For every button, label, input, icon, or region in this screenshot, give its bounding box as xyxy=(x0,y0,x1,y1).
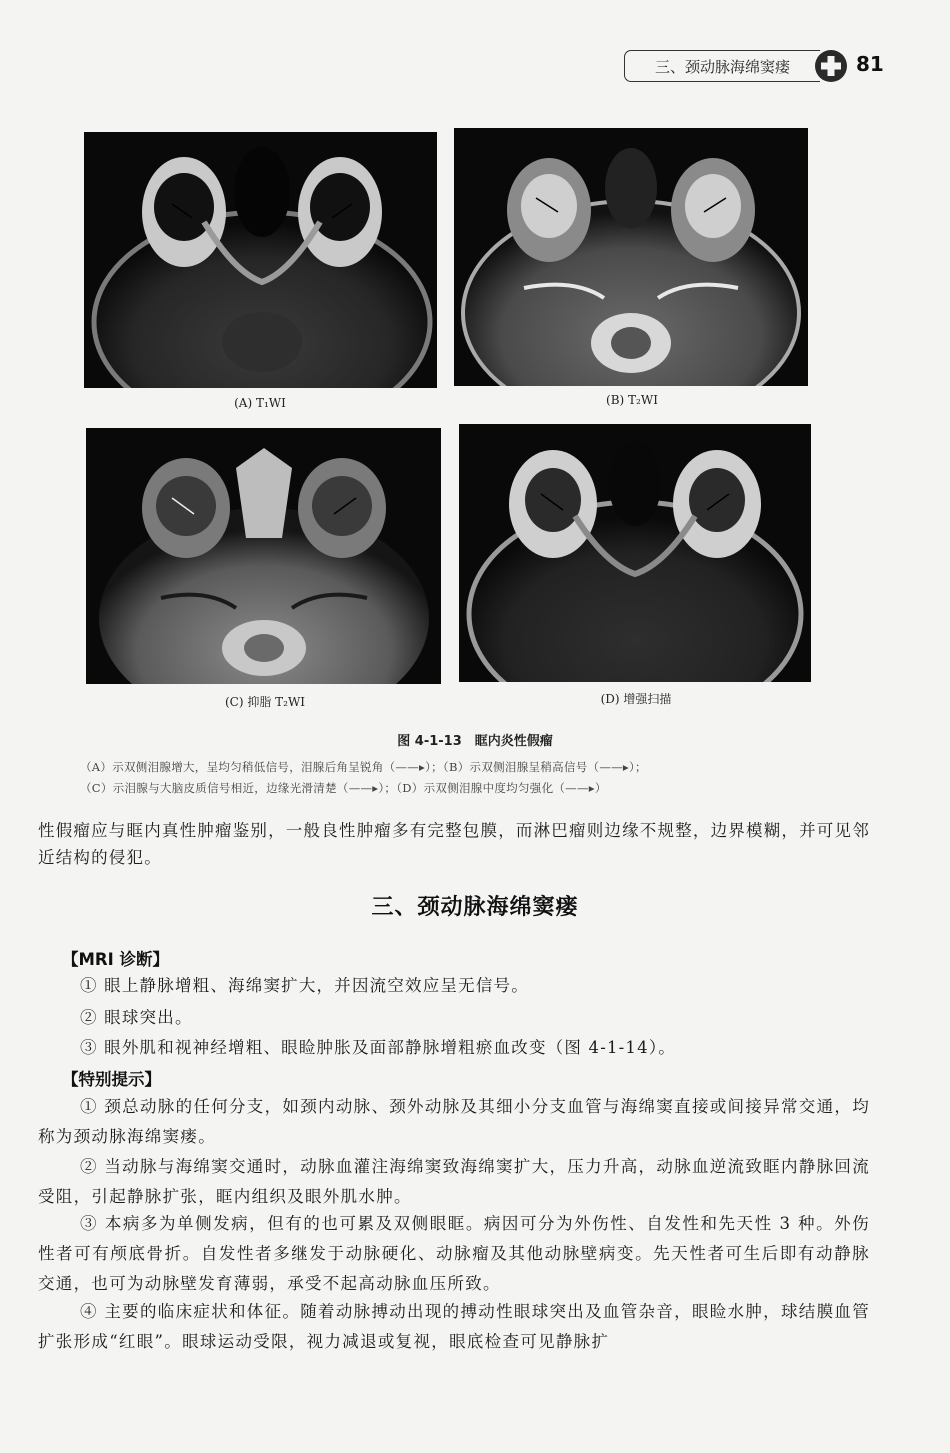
mri-diagnosis-heading: 【MRI 诊断】 xyxy=(62,950,170,969)
figure-note: （C）示泪腺与大脑皮质信号相近，边缘光滑清楚（——▸）；（D）示双侧泪腺中度均匀强化（——▸） xyxy=(80,781,607,795)
page-number: 81 xyxy=(856,52,884,76)
section-heading: 三、颈动脉海绵窦瘘 xyxy=(371,894,579,920)
panel-d-caption: (D) 增强扫描 xyxy=(600,692,672,706)
mri-item: ③ 眼外肌和视神经增粗、眼睑肿胀及面部静脉增粗瘀血改变（图 4-1-14）。 xyxy=(80,1038,676,1057)
mri-image-t1wi xyxy=(84,132,437,388)
tip-paragraph: ② 当动脉与海绵窦交通时，动脉血灌注海绵窦致海绵窦扩大，压力升高，动脉血逆流致眶内静脉回流受阻，引起静脉扩张，眶内组织及眼外肌水肿。 xyxy=(38,1157,870,1206)
running-header-title: 三、颈动脉海绵窦瘘 xyxy=(654,57,790,76)
panel-c-caption: (C) 抑脂 T₂WI xyxy=(224,695,306,709)
tip-paragraph: ④ 主要的临床症状和体征。随着动脉搏动出现的搏动性眼球突出及血管杂音，眼睑水肿，球结膜血管扩张形成“红眼”。眼球运动受限，视力减退或复视，眼底检查可见静脉扩 xyxy=(38,1302,870,1351)
mri-image-contrast-enhanced xyxy=(459,424,811,682)
running-header xyxy=(624,50,820,82)
mri-item: ② 眼球突出。 xyxy=(80,1008,193,1027)
medical-cross-icon xyxy=(814,49,848,83)
special-tips-heading: 【特别提示】 xyxy=(62,1070,161,1089)
panel-b-caption: (B) T₂WI xyxy=(606,393,658,407)
figure-note: （A）示双侧泪腺增大，呈均匀稍低信号，泪腺后角呈锐角（——▸）；（B）示双侧泪腺呈稍高信号（——▸）； xyxy=(80,760,647,774)
mri-image-fat-suppressed-t2wi xyxy=(86,428,441,684)
panel-a-caption: (A) T₁WI xyxy=(234,396,286,410)
tip-paragraph: ③ 本病多为单侧发病，但有的也可累及双侧眼眶。病因可分为外伤性、自发性和先天性 3 种。外伤性者可有颅底骨折。自发性者多继发于动脉硬化、动脉瘤及其他动脉壁病变。先天性者可生后即有动静脉交通，也可为动脉壁发育薄弱，承受不起高动脉血压所致。 xyxy=(38,1214,870,1293)
intro-paragraph: 性假瘤应与眶内真性肿瘤鉴别，一般良性肿瘤多有完整包膜，而淋巴瘤则边缘不规整，边界模糊，并可见邻近结构的侵犯。 xyxy=(38,821,870,867)
mri-image-t2wi xyxy=(454,128,808,386)
mri-item: ① 眼上静脉增粗、海绵窦扩大，并因流空效应呈无信号。 xyxy=(80,976,529,995)
tip-paragraph: ① 颈总动脉的任何分支，如颈内动脉、颈外动脉及其细小分支血管与海绵窦直接或间接异常交通，均称为颈动脉海绵窦瘘。 xyxy=(38,1097,870,1146)
figure-title: 图 4-1-13 眶内炎性假瘤 xyxy=(397,734,553,749)
